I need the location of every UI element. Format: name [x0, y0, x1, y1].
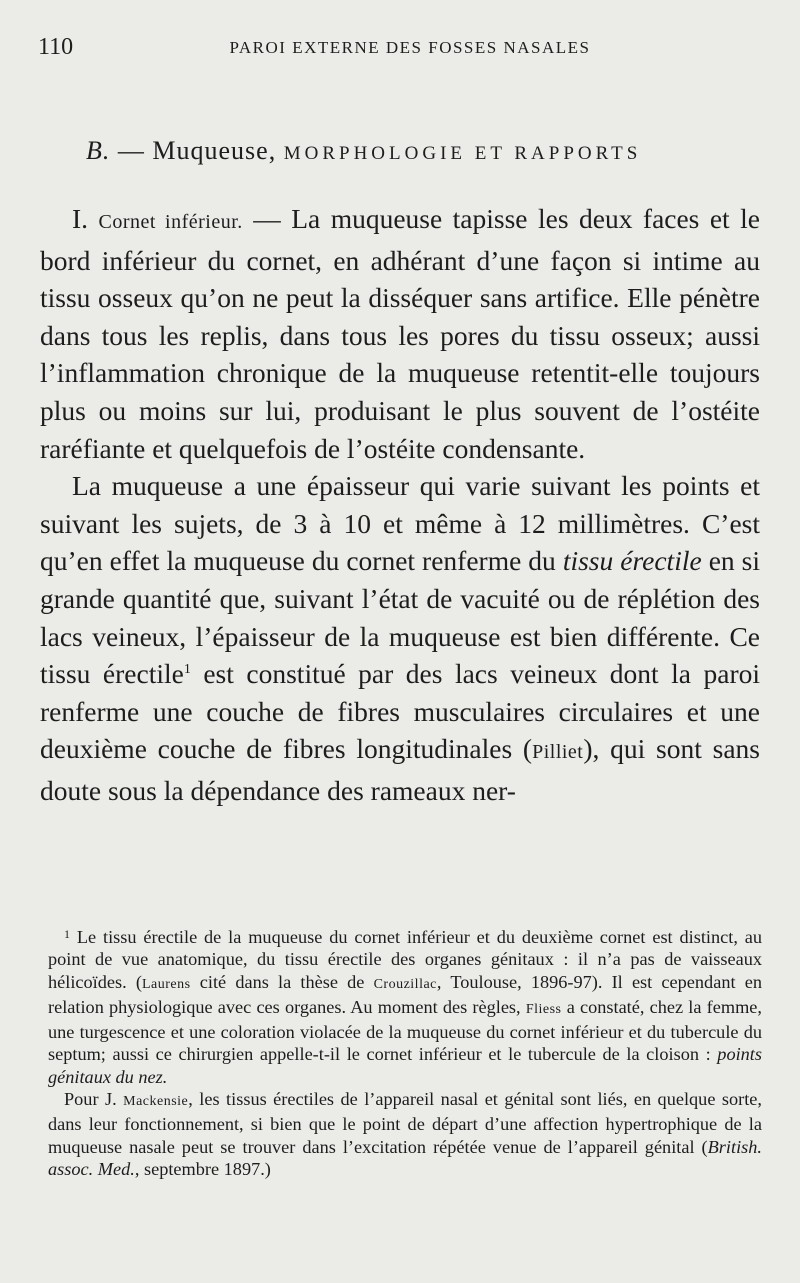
running-title: PAROI EXTERNE DES FOSSES NASALES — [229, 38, 591, 57]
journal-title: British. assoc. Med. — [48, 1136, 762, 1179]
paragraph-number: I. — [72, 203, 89, 234]
author-name: Crouzillac — [373, 976, 437, 992]
italic-term: tissu érectile — [562, 545, 702, 577]
italic-term: points génitaux du nez. — [48, 1044, 762, 1087]
footnote-text-a: Le tissu érectile de la muqueuse du cornet inférieur et du deuxième cornet est distinct, au point de vue anatomique, du tissu érectile des organes génitaux : il n’a pas de vaisseaux hélicoïdes. ( — [48, 927, 763, 992]
author-name: Pilliet — [532, 741, 584, 764]
section-dash: — — [117, 136, 145, 165]
author-name: Fliess — [525, 1001, 562, 1017]
footnote-text-b: cité dans la thèse de — [199, 971, 365, 992]
section-letter: B. — [86, 136, 111, 165]
paragraph-text-d: ), qui sont sans doute sous la dépendance des rameaux ner- — [40, 733, 761, 806]
footnote-text-d: a constaté, chez la femme, une turgescence et une coloration violacée de la muqueuse du cornet inférieur et du tubercule du septum; aussi ce chirurgien appelle-t-il le cornet inférieur et le tubercule de la cloison : — [48, 996, 762, 1065]
footnote-text-c: , septembre 1897.) — [134, 1158, 271, 1179]
running-head — [38, 34, 762, 64]
footnote-1 — [48, 926, 762, 1088]
section-title-rest: MORPHOLOGIE ET RAPPORTS — [283, 143, 642, 164]
footnote-reference: 1 — [183, 662, 191, 678]
page-number: 110 — [38, 34, 74, 60]
author-name: Mackensie — [123, 1094, 189, 1110]
paragraph-text-b: en si grande quantité que, suivant l’état de vacuité ou de réplétion des lacs veineux, l’épaisseur de la muqueuse est bien différente. Ce tissu érectile — [40, 545, 761, 690]
footnote-2 — [48, 1088, 762, 1180]
footnote-text-c: , Toulouse, 1896-97). Il est cependant en relation physiologique avec ces organes. Au moment des règles, — [48, 971, 762, 1017]
paragraph-text-a: La muqueuse a une épaisseur qui varie suivant les points et suivant les sujets, de 3 à 10 et même à 12 millimètres. C’est qu’en effet la muqueuse du cornet renferme du — [40, 470, 760, 577]
footnote-text-b: , les tissus érectiles de l’appareil nasal et génital sont liés, en quelque sorte, dans leur fonctionnement, si bien que le point de départ d’une affection hypertrophique de la muqueuse nasale peut se trouver dans l’excitation répétée venue de l’appareil génital ( — [48, 1089, 762, 1157]
paragraph-cornet-inferieur — [40, 200, 760, 467]
author-name: Laurens — [141, 976, 191, 992]
subsection-heading: Cornet inférieur. — [98, 211, 243, 233]
paragraph-muqueuse-epaisseur — [40, 467, 760, 809]
body-text — [40, 200, 760, 810]
footnote-mark: 1 — [64, 927, 70, 941]
footnote-text-a: Pour J. — [64, 1089, 117, 1110]
section-title-first: Muqueuse, — [152, 136, 277, 165]
paragraph-text-c: est constitué par des lacs veineux dont la paroi renferme une couche de fibres musculaires circulaires et une deuxième couche de fibres longitudinales ( — [40, 658, 760, 765]
section-heading — [86, 136, 760, 166]
paragraph-text: — La muqueuse tapisse les deux faces et le bord inférieur du cornet, en adhérant d’une façon si intime au tissu osseux qu’on ne peut la disséquer sans artifice. Elle pénètre dans tous les replis, dans tous les pores du tissu osseux; aussi l’inflammation chronique de la muqueuse retentit-elle toujours plus ou moins sur lui, produisant le plus souvent de l’ostéite raréfiante et quelquefois de l’ostéite condensante. — [40, 203, 761, 464]
footnotes — [48, 926, 762, 1180]
